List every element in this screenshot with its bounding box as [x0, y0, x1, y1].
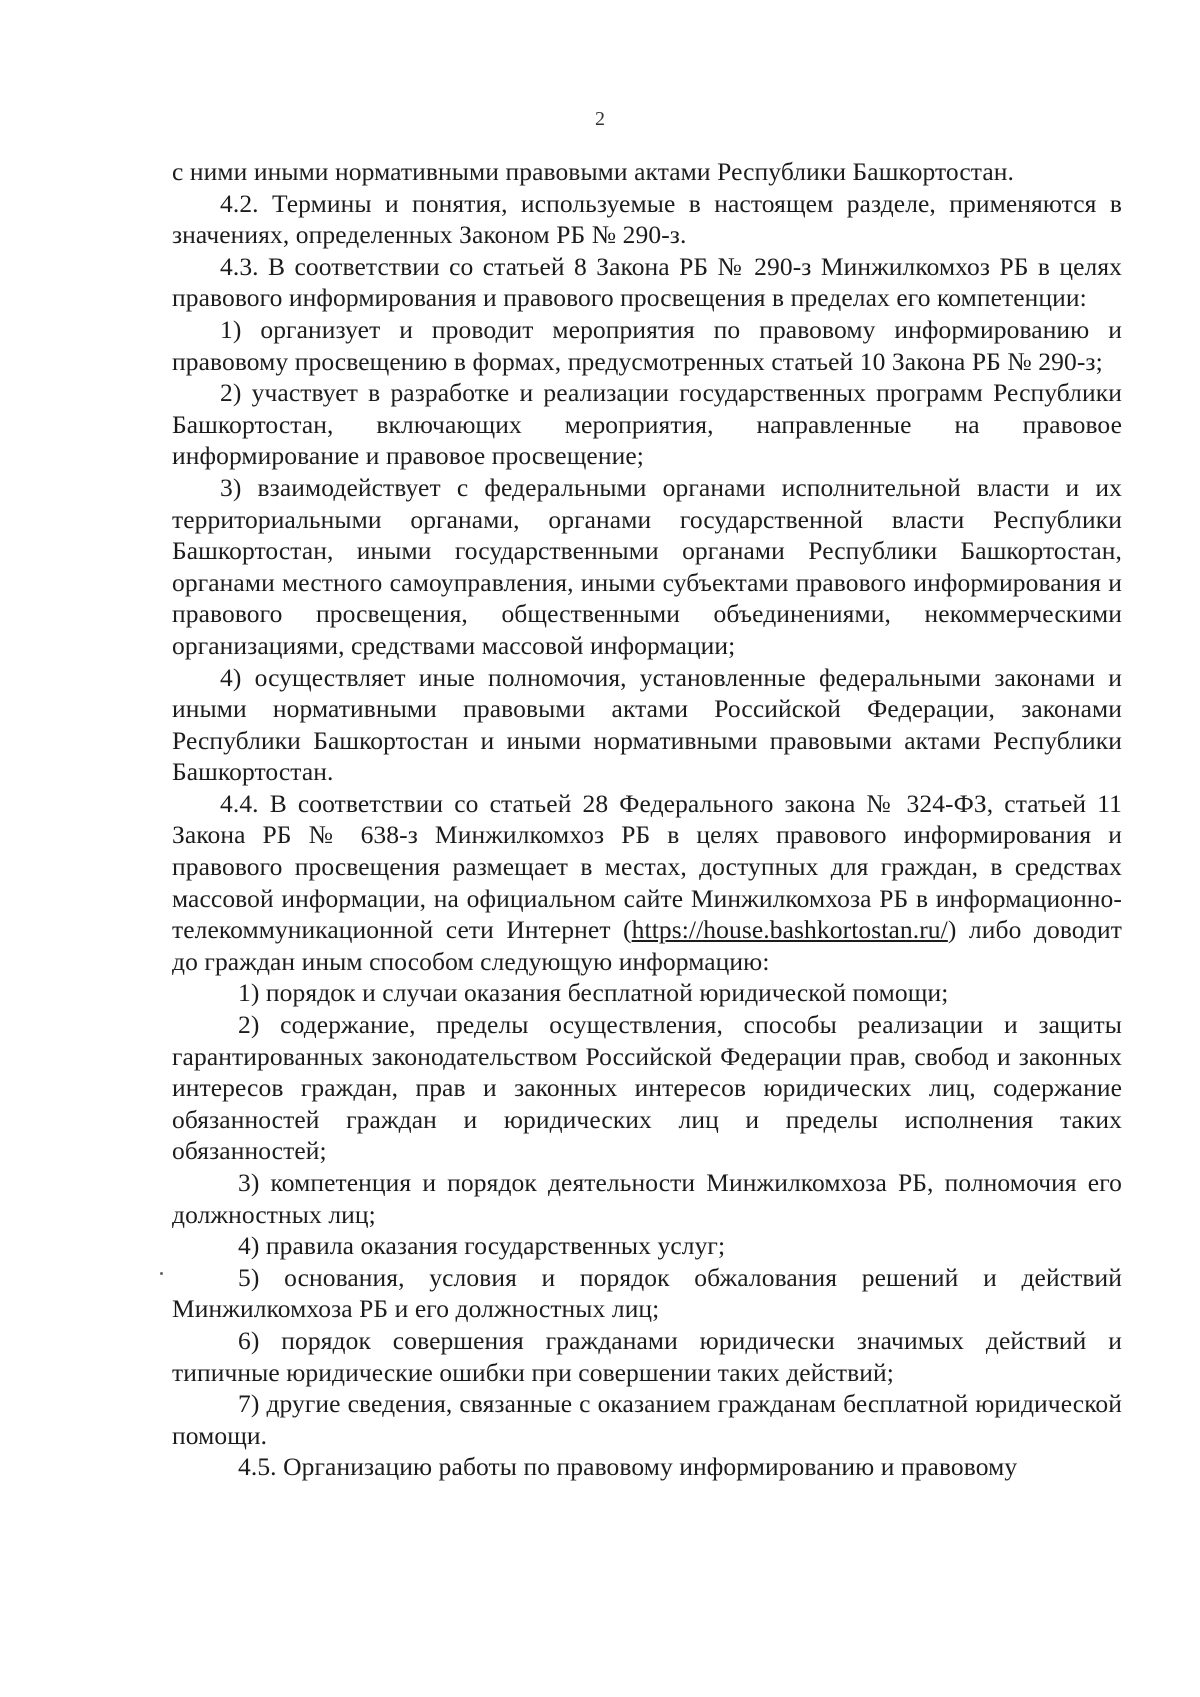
list-item-4-3-4: 4) осуществляет иные полномочия, установленные федеральными законами и иными нормативными правовыми актами Российской Федерации, законами Республики Башкортостан и иными нормативными правовыми актами Республики Башкортостан. [172, 662, 1122, 787]
paragraph-continuation: с ними иными нормативными правовыми актами Республики Башкортостан. [172, 157, 1014, 186]
list-item-4-4-5: 5) основания, условия и порядок обжалования решений и действий Минжилкомхоза РБ и его должностных лиц; [172, 1262, 1122, 1324]
page-number: 2 [595, 108, 605, 130]
paragraph-4-4 [172, 788, 1122, 978]
document-body [172, 156, 1122, 1483]
list-item-4-4-1: 1) порядок и случаи оказания бесплатной юридической помощи; [238, 978, 949, 1008]
list-item-4-4-4: 4) правила оказания государственных услуг; [238, 1231, 726, 1261]
paragraph-4-5: 4.5. Организацию работы по правовому информированию и правовому [238, 1452, 1018, 1482]
paragraph-4-3: 4.3. В соответствии со статьей 8 Закона РБ № 290-з Минжилкомхоз РБ в целях правового информирования и правового просвещения в пределах его компетенции: [172, 251, 1122, 313]
list-item-4-3-3: 3) взаимодействует с федеральными органами исполнительной власти и их территориальными органами, органами государственной власти Республики Башкортостан, иными государственными органами Республики Башкортостан, органами местного самоуправления, иными субъектами правового информирования и правового просвещения, общественными объединениями, некоммерческими организациями, средствами массовой информации; [172, 472, 1122, 660]
list-item-4-4-7: 7) другие сведения, связанные с оказанием гражданам бесплатной юридической помощи. [172, 1389, 1122, 1450]
list-item-4-4-6: 6) порядок совершения гражданами юридически значимых действий и типичные юридические ошибки при совершении таких действий; [172, 1325, 1122, 1387]
scan-artifact-dot [160, 1272, 163, 1275]
list-item-4-3-1: 1) организует и проводит мероприятия по правовому информированию и правовому просвещению в формах, предусмотренных статьей 10 Закона РБ № 290-з; [172, 314, 1122, 376]
list-item-4-3-2: 2) участвует в разработке и реализации государственных программ Республики Башкортостан, включающих мероприятия, направленные на правовое информирование и правовое просвещение; [172, 378, 1122, 471]
website-link[interactable]: https://house.bashkortostan.ru/ [631, 915, 948, 945]
paragraph-4-4-text-after: ) либо доводит до граждан иным способом следующую информацию: [172, 915, 1122, 976]
paragraph-4-2: 4.2. Термины и понятия, используемые в настоящем разделе, применяются в значениях, определенных Законом РБ № 290-з. [172, 188, 1122, 250]
list-item-4-4-3: 3) компетенция и порядок деятельности Минжилкомхоза РБ, полномочия его должностных лиц; [172, 1168, 1122, 1229]
paragraph-4-4-text-before: 4.4. В соответствии со статьей 28 Федерального закона № 324-ФЗ, статьей 11 Закона РБ № 638-з Минжилкомхоз РБ в целях правового информирования и правового просвещения размещает в местах, доступных для граждан, в средствах массовой информации, на официальном сайте Минжилкомхоза РБ в информационно-телекоммуникационной сети Интернет ( [172, 788, 1122, 945]
list-item-4-4-2: 2) содержание, пределы осуществления, способы реализации и защиты гарантированных законодательством Российской Федерации прав, свобод и законных интересов граждан, прав и законных интересов юридических лиц, содержание обязанностей граждан и юридических лиц и пределы исполнения таких обязанностей; [172, 1010, 1122, 1166]
